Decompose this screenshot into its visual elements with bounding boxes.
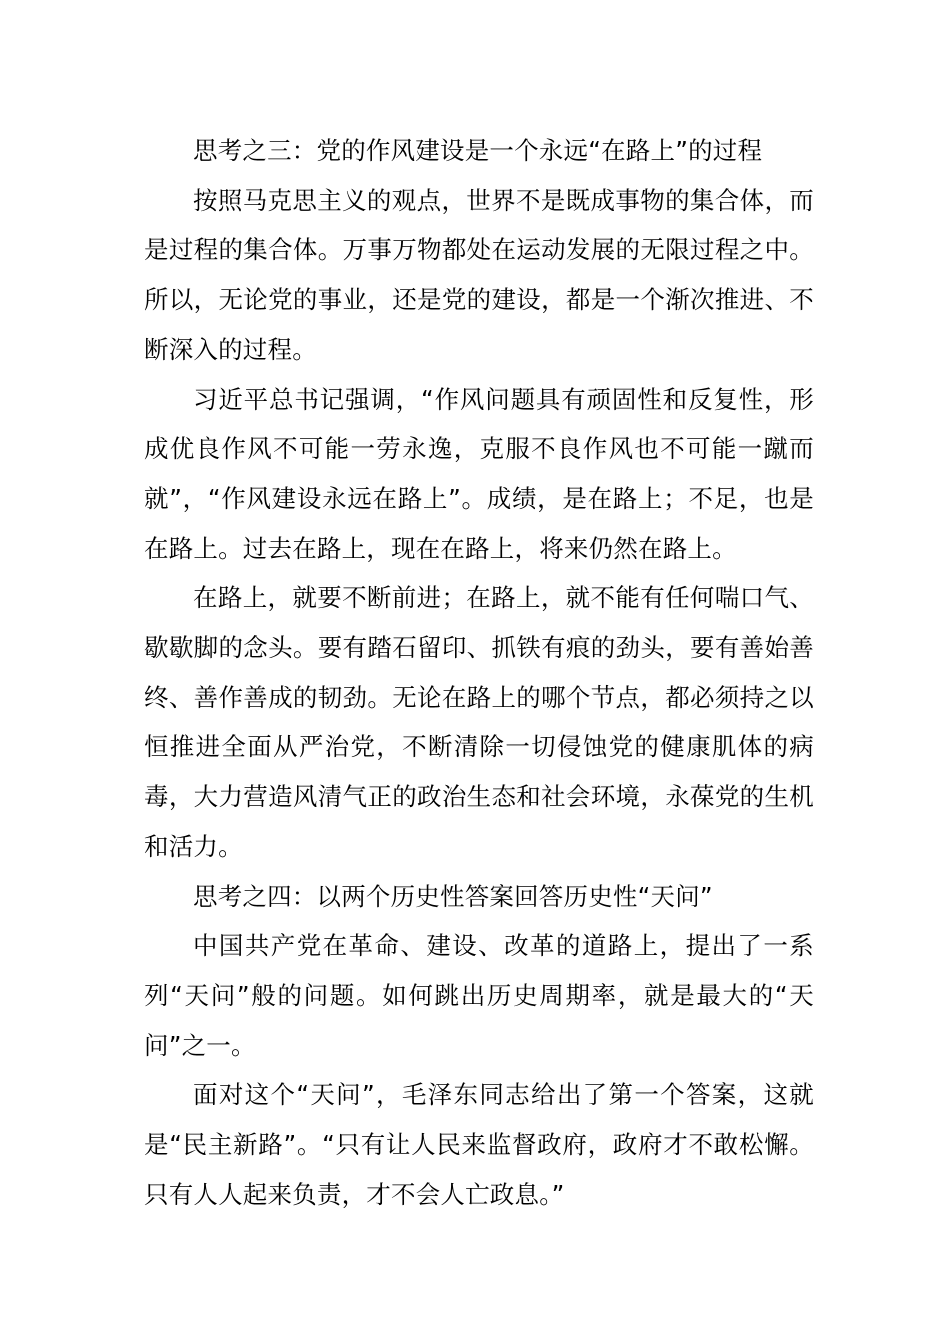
body-paragraph: 习近平总书记强调，“作风问题具有顽固性和反复性，形成优良作风不可能一劳永逸，克服不良作风也不可能一蹴而就”，“作风建设永远在路上”。成绩，是在路上；不足，也是在路上。过去在路上，现在在路上，将来仍然在路上。 — [144, 384, 814, 563]
section-heading-3: 思考之三：党的作风建设是一个永远“在路上”的过程 — [193, 136, 763, 165]
section-heading-4: 思考之四：以两个历史性答案回答历史性“天问” — [193, 881, 713, 911]
body-paragraph: 在路上，就要不断前进；在路上，就不能有任何喘口气、歇歇脚的念头。要有踏石留印、抓铁有痕的劲头，要有善始善终、善作善成的韧劲。无论在路上的哪个节点，都必须持之以恒推进全面从严治党，不断清除一切侵蚀党的健康肌体的病毒，大力营造风清气正的政治生态和社会环境，永葆党的生机和活力。 — [144, 583, 814, 861]
body-paragraph: 按照马克思主义的观点，世界不是既成事物的集合体，而是过程的集合体。万事万物都处在运动发展的无限过程之中。所以，无论党的事业，还是党的建设，都是一个渐次推进、不断深入的过程。 — [144, 185, 814, 364]
body-paragraph: 面对这个“天问”，毛泽东同志给出了第一个答案，这就是“民主新路”。“只有让人民来监督政府，政府才不敢松懈。只有人人起来负责，才不会人亡政息。” — [144, 1080, 814, 1209]
body-paragraph: 中国共产党在革命、建设、改革的道路上，提出了一系列“天问”般的问题。如何跳出历史周期率，就是最大的“天问”之一。 — [144, 931, 814, 1060]
document-body — [144, 126, 814, 1219]
